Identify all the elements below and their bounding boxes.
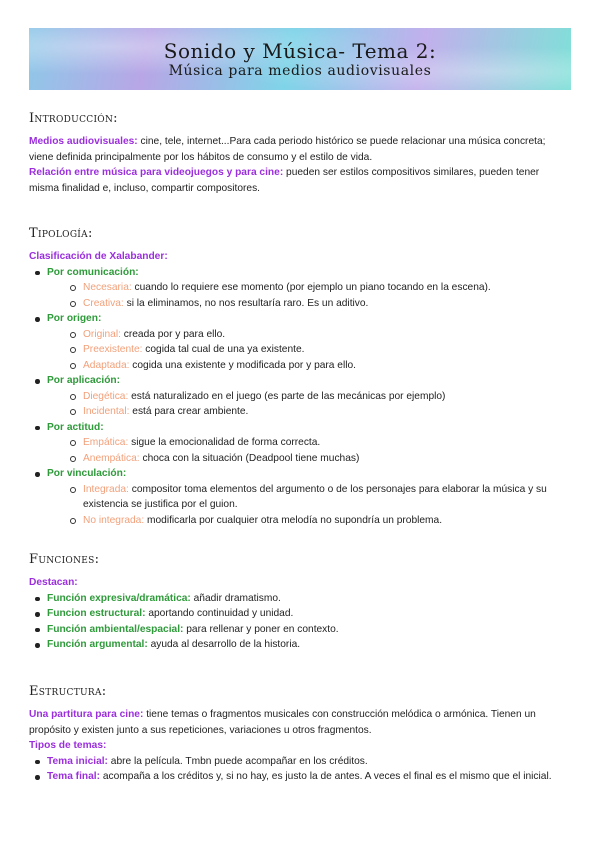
sub-list bbox=[47, 280, 569, 311]
term-text: cuando lo requiere ese momento (por ejemplo un piano tocando en la escena). bbox=[131, 282, 491, 293]
list-item bbox=[29, 606, 569, 622]
sub-list bbox=[47, 389, 569, 420]
group-title: Por aplicación: bbox=[47, 375, 121, 386]
section-heading-estructura: Estructura: bbox=[29, 684, 107, 699]
term: Incidental: bbox=[83, 406, 130, 417]
term: Función argumental: bbox=[47, 639, 148, 650]
sub-list bbox=[47, 435, 569, 466]
term: Funcion estructural: bbox=[47, 608, 146, 619]
term: Función ambiental/espacial: bbox=[47, 623, 184, 635]
term-text: si la eliminamos, no nos resultaría raro. Es un aditivo. bbox=[123, 297, 369, 309]
term: Tema final: bbox=[47, 771, 101, 782]
list-item bbox=[65, 435, 569, 451]
term: Integrada: bbox=[83, 483, 129, 495]
tipos-label: Tipos de temas: bbox=[29, 740, 107, 751]
list-item bbox=[29, 466, 569, 528]
term-label: Relación entre música para videojuegos y para cine: bbox=[29, 167, 284, 178]
term: Creativa: bbox=[83, 297, 124, 309]
term: Preexistente: bbox=[83, 344, 143, 355]
term: Necesaria: bbox=[83, 282, 132, 293]
list-item bbox=[65, 513, 569, 529]
group-title: Por origen: bbox=[47, 313, 102, 324]
paragraph-text: tiene temas o fragmentos musicales con construcción melódica o armónica. Tienen un propósito y existen junto a sus repeticiones, variaciones u otros fragmentos. bbox=[29, 709, 536, 736]
tipologia-section bbox=[29, 249, 569, 528]
term: No integrada: bbox=[83, 514, 145, 526]
funciones-section bbox=[29, 575, 569, 653]
paragraph-text: pueden ser estilos compositivos similares, pueden tener misma finalidad e, incluso, compartir compositores. bbox=[29, 167, 540, 194]
list-item bbox=[65, 342, 569, 358]
intro-paragraph-1 bbox=[29, 134, 569, 165]
term-text: acompaña a los créditos y, si no hay, es justo la de antes. A veces el final es el mismo que el inicial. bbox=[100, 771, 552, 782]
list-item bbox=[29, 769, 569, 785]
list-item bbox=[29, 591, 569, 607]
sub-list bbox=[47, 482, 569, 529]
term: Empática: bbox=[83, 437, 129, 448]
term: Diegética: bbox=[83, 390, 129, 402]
list-item bbox=[65, 327, 569, 343]
funciones-list bbox=[29, 591, 569, 653]
group-title: Por actitud: bbox=[47, 421, 104, 433]
list-item bbox=[65, 451, 569, 467]
list-item bbox=[65, 389, 569, 405]
term-label: Medios audiovisuales: bbox=[29, 136, 138, 147]
list-item bbox=[29, 622, 569, 638]
term-text: aportando continuidad y unidad. bbox=[145, 608, 294, 619]
term-text: choca con la situación (Deadpool tiene muchas) bbox=[139, 452, 360, 464]
term-text: compositor toma elementos del argumento o de los personajes para elaborar la música y su existencia se justifica por el guion. bbox=[83, 483, 547, 510]
estructura-paragraph bbox=[29, 707, 569, 738]
term-text: abre la película. Tmbn puede acompañar en los créditos. bbox=[107, 755, 368, 767]
section-heading-tipologia: Tipología: bbox=[29, 226, 93, 241]
section-heading-funciones: Funciones: bbox=[29, 552, 100, 567]
list-item bbox=[65, 404, 569, 420]
list-item bbox=[29, 637, 569, 653]
funciones-label: Destacan: bbox=[29, 577, 78, 588]
term-text: cogida una existente y modificada por y para ello. bbox=[129, 359, 356, 371]
list-item bbox=[65, 280, 569, 296]
paragraph-text: cine, tele, internet...Para cada periodo histórico se puede relacionar una música concreta; viene definida principalmente por los hábitos de consumo y el estilo de vida. bbox=[29, 136, 546, 163]
term-text: modificarla por cualquier otra melodía no supondría un problema. bbox=[144, 514, 443, 526]
term-text: está naturalizado en el juego (es parte de las mecánicas por ejemplo) bbox=[128, 390, 446, 402]
classification-list bbox=[29, 265, 569, 529]
term: Función expresiva/dramática: bbox=[47, 592, 191, 604]
term-text: sigue la emocionalidad de forma correcta. bbox=[128, 437, 321, 448]
temas-list bbox=[29, 754, 569, 785]
term-text: añadir dramatismo. bbox=[190, 592, 281, 604]
term-text: para rellenar y poner en contexto. bbox=[183, 623, 339, 635]
list-item bbox=[65, 358, 569, 374]
section-heading-introduccion: Introducción: bbox=[29, 111, 118, 126]
page-title: Sonido y Música- Tema 2: bbox=[163, 39, 437, 63]
classification-label: Clasificación de Xalabander: bbox=[29, 251, 168, 262]
group-title: Por comunicación: bbox=[47, 266, 139, 278]
estructura-section bbox=[29, 707, 569, 785]
term: Tema inicial: bbox=[47, 755, 108, 767]
list-item bbox=[29, 420, 569, 467]
list-item bbox=[65, 296, 569, 312]
term-text: cogida tal cual de una ya existente. bbox=[142, 344, 305, 355]
term-text: está para crear ambiente. bbox=[129, 406, 249, 417]
term-text: creada por y para ello. bbox=[120, 328, 226, 340]
term: Original: bbox=[83, 328, 121, 340]
term-text: ayuda al desarrollo de la historia. bbox=[147, 639, 301, 650]
list-item bbox=[29, 373, 569, 420]
list-item bbox=[29, 311, 569, 373]
intro-paragraph-2 bbox=[29, 165, 569, 196]
list-item bbox=[29, 754, 569, 770]
sub-list bbox=[47, 327, 569, 374]
term: Adaptada: bbox=[83, 359, 130, 371]
intro-section bbox=[29, 134, 569, 196]
list-item bbox=[29, 265, 569, 312]
page-subtitle: Música para medios audiovisuales bbox=[168, 63, 432, 79]
term-label: Una partitura para cine: bbox=[29, 709, 144, 720]
list-item bbox=[65, 482, 569, 513]
title-banner bbox=[29, 28, 571, 90]
group-title: Por vinculación: bbox=[47, 468, 127, 479]
term: Anempática: bbox=[83, 452, 140, 464]
